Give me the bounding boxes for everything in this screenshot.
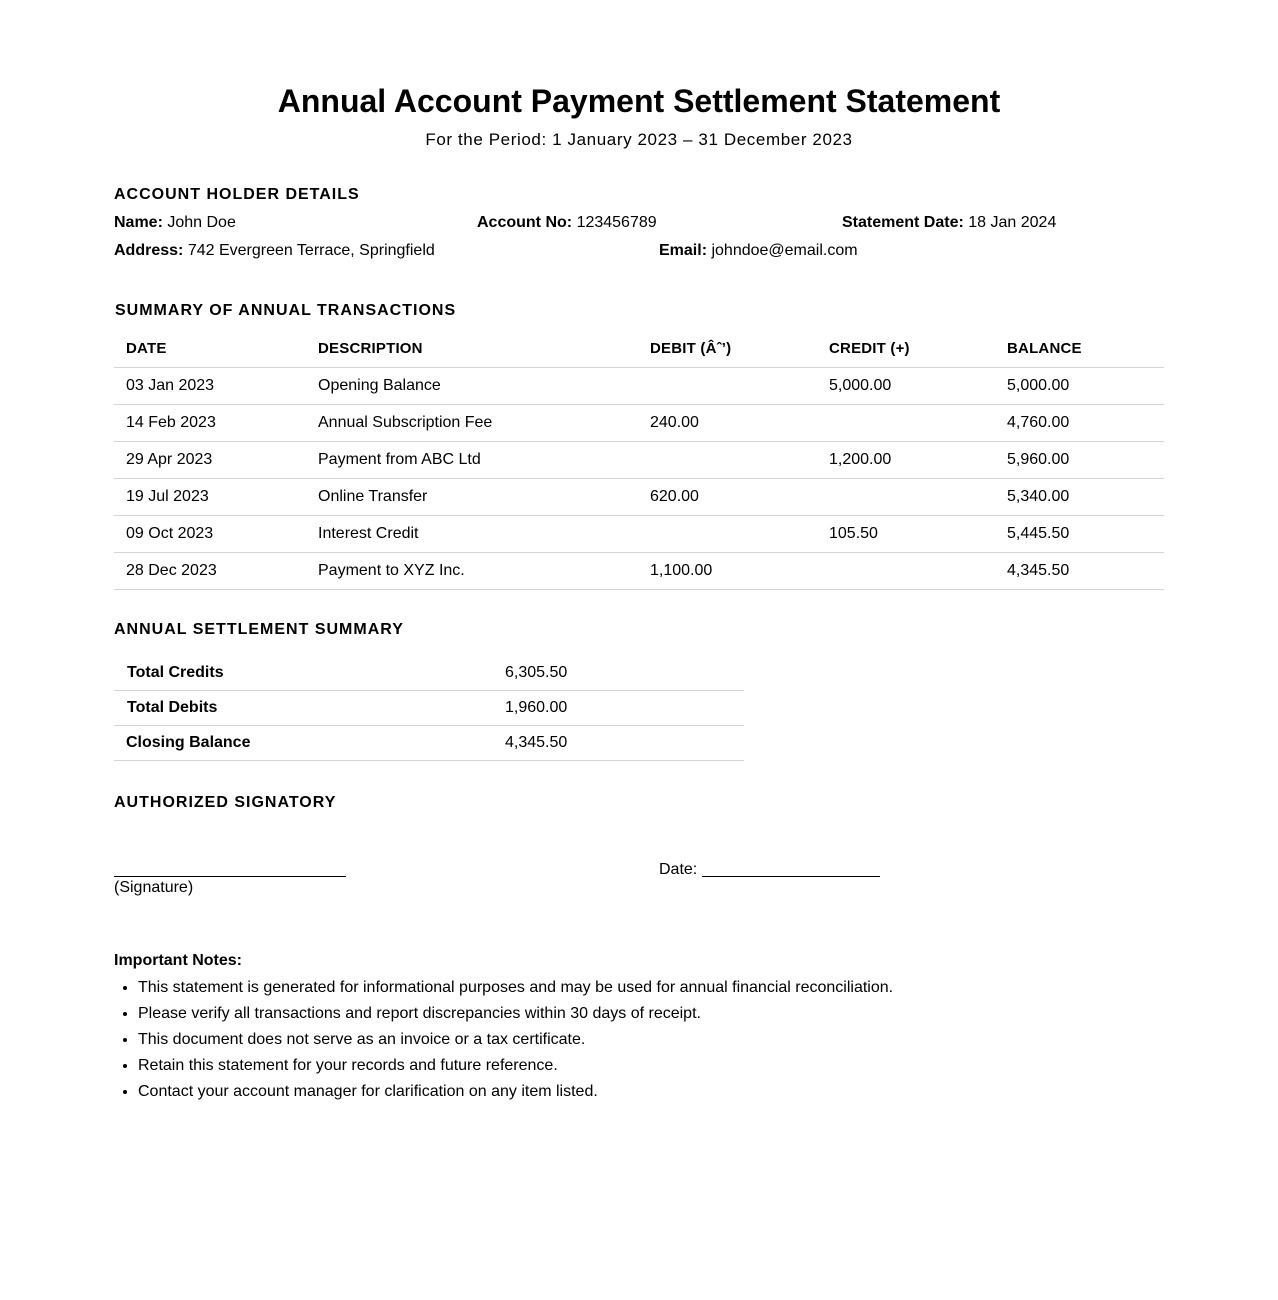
account-no-field (477, 213, 657, 233)
cell-debit (638, 368, 817, 405)
cell-credit: 105.50 (817, 516, 995, 553)
column-header-description: DESCRIPTION (306, 330, 638, 368)
signature-line (114, 876, 346, 877)
transactions-heading: SUMMARY OF ANNUAL TRANSACTIONS (115, 302, 457, 319)
statement-date-value: 18 Jan 2024 (968, 214, 1057, 231)
cell-debit: 1,100.00 (638, 553, 817, 590)
total-debits-label: Total Debits (114, 691, 493, 726)
statement-period: For the Period: 1 January 2023 – 31 December 2023 (425, 130, 853, 149)
total-credits-value: 6,305.50 (493, 656, 744, 691)
settlement-heading: ANNUAL SETTLEMENT SUMMARY (114, 621, 404, 638)
list-item: • This statement is generated for informational purposes and may be used for annual financial reconciliation. (138, 978, 893, 998)
cell-debit (638, 442, 817, 479)
account-no-label: Account No: (477, 214, 573, 231)
cell-credit (817, 553, 995, 590)
cell-debit (638, 516, 817, 553)
cell-description: Interest Credit (306, 516, 638, 553)
settlement-row (114, 656, 744, 691)
list-item: • Retain this statement for your records and future reference. (138, 1056, 893, 1076)
cell-balance: 4,345.50 (995, 553, 1164, 590)
name-label: Name: (114, 214, 163, 231)
statement-date-label: Statement Date: (842, 214, 964, 231)
cell-balance: 4,760.00 (995, 405, 1164, 442)
cell-balance: 5,445.50 (995, 516, 1164, 553)
column-header-balance: BALANCE (995, 330, 1164, 368)
address-field (114, 241, 435, 261)
signatory-heading: AUTHORIZED SIGNATORY (114, 794, 337, 811)
statement-date-field (842, 213, 1056, 233)
cell-credit (817, 405, 995, 442)
date-label: Date: (659, 861, 698, 878)
cell-description: Payment from ABC Ltd (306, 442, 638, 479)
list-item: • Please verify all transactions and report discrepancies within 30 days of receipt. (138, 1004, 893, 1024)
table-row (114, 368, 1164, 405)
email-field (659, 241, 858, 261)
signature-label: (Signature) (114, 879, 194, 896)
account-holder-heading: ACCOUNT HOLDER DETAILS (114, 186, 360, 203)
column-header-date: DATE (114, 330, 306, 368)
table-row (114, 442, 1164, 479)
closing-balance-label: Closing Balance (114, 726, 493, 761)
cell-balance: 5,000.00 (995, 368, 1164, 405)
transactions-table (114, 330, 1164, 590)
cell-balance: 5,960.00 (995, 442, 1164, 479)
column-header-debit: DEBIT (Âˆ’) (638, 330, 817, 368)
table-row (114, 405, 1164, 442)
account-no-value: 123456789 (576, 214, 657, 231)
page-title: Annual Account Payment Settlement Statement (277, 83, 1001, 119)
cell-credit: 1,200.00 (817, 442, 995, 479)
date-line (702, 876, 880, 877)
cell-date: 03 Jan 2023 (114, 368, 306, 405)
address-value: 742 Evergreen Terrace, Springfield (187, 242, 435, 259)
cell-description: Annual Subscription Fee (306, 405, 638, 442)
cell-description: Payment to XYZ Inc. (306, 553, 638, 590)
settlement-row (114, 691, 744, 726)
total-credits-label: Total Credits (114, 656, 493, 691)
cell-date: 29 Apr 2023 (114, 442, 306, 479)
address-label: Address: (114, 242, 184, 259)
closing-balance-value: 4,345.50 (493, 726, 744, 761)
email-value: johndoe@email.com (711, 242, 858, 259)
cell-date: 19 Jul 2023 (114, 479, 306, 516)
list-item: • This document does not serve as an invoice or a tax certificate. (138, 1030, 893, 1050)
cell-date: 28 Dec 2023 (114, 553, 306, 590)
cell-date: 14 Feb 2023 (114, 405, 306, 442)
cell-credit: 5,000.00 (817, 368, 995, 405)
total-debits-value: 1,960.00 (493, 691, 744, 726)
email-label: Email: (659, 242, 708, 259)
table-row (114, 479, 1164, 516)
notes-list (114, 978, 893, 1108)
table-row (114, 553, 1164, 590)
notes-heading: Important Notes: (114, 952, 242, 969)
settlement-row (114, 726, 744, 761)
cell-date: 09 Oct 2023 (114, 516, 306, 553)
cell-debit: 620.00 (638, 479, 817, 516)
column-header-credit: CREDIT (+) (817, 330, 995, 368)
cell-credit (817, 479, 995, 516)
table-header-row (114, 330, 1164, 368)
name-field (114, 213, 236, 233)
list-item: • Contact your account manager for clarification on any item listed. (138, 1082, 893, 1102)
table-row (114, 516, 1164, 553)
cell-balance: 5,340.00 (995, 479, 1164, 516)
cell-description: Opening Balance (306, 368, 638, 405)
settlement-table (114, 656, 744, 761)
cell-debit: 240.00 (638, 405, 817, 442)
cell-description: Online Transfer (306, 479, 638, 516)
name-value: John Doe (167, 214, 236, 231)
